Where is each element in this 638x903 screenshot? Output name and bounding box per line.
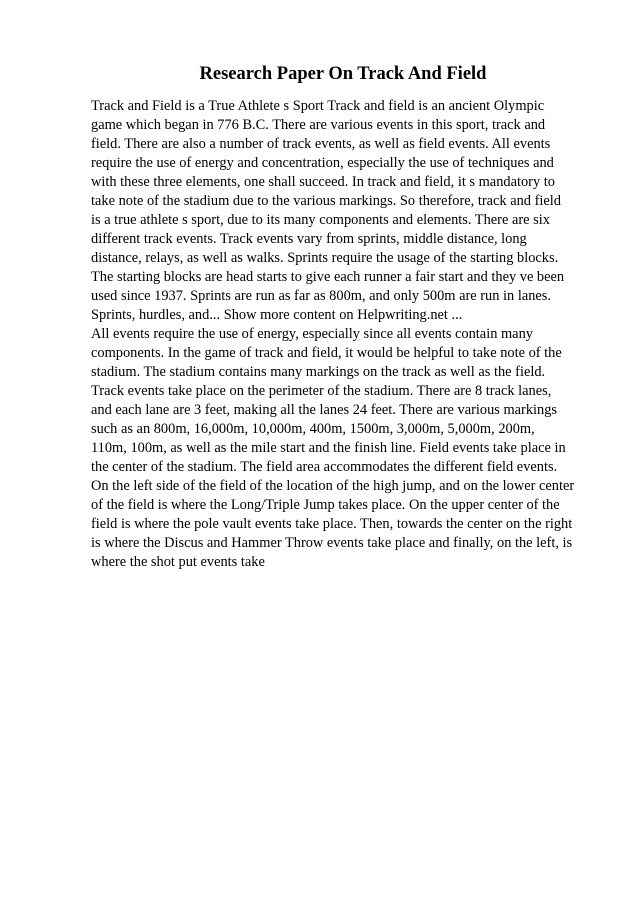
- page-title: Research Paper On Track And Field: [199, 64, 487, 84]
- paragraph-2: All events require the use of energy, especially since all events contain many components. In the game of track and field, it would be helpful to take note of the stadium. The stadium contains many markings on the track as well as the field. Track events take place on the perimeter of the stadium. There are 8 track lanes, and each lane are 3 feet, making all the lanes 24 feet. There are various markings such as an 800m, 16,000m, 10,000m, 400m, 1500m, 3,000m, 5,000m, 200m, 110m, 100m, as well as the mile start and the finish line. Field events take place in the center of the stadium. The field area accommodates the different field events. On the left side of the field of the location of the high jump, and on the lower center of the field is where the Long/Triple Jump takes place. On the upper center of the field is where the pole vault events take place. Then, towards the center on the right is where the Discus and Hammer Throw events take place and finally, on the left, is where the shot put events take: [91, 326, 575, 570]
- document-body: [91, 97, 591, 572]
- paragraph-1: Track and Field is a True Athlete s Sport Track and field is an ancient Olympic game which began in 776 B.C. There are various events in this sport, track and field. There are also a number of track events, as well as field events. All events require the use of energy and concentration, especially the use of techniques and with these three elements, one shall succeed. In track and field, it s mandatory to take note of the stadium due to the various markings. So therefore, track and field is a true athlete s sport, due to its many components and elements. There are six different track events. Track events vary from sprints, middle distance, long distance, relays, as well as walks. Sprints require the usage of the starting blocks. The starting blocks are head starts to give each runner a fair start and they ve been used since 1937. Sprints are run as far as 800m, and only 500m are run in lanes. Sprints, hurdles, and... Show more content on Helpwriting.net ...: [91, 98, 565, 323]
